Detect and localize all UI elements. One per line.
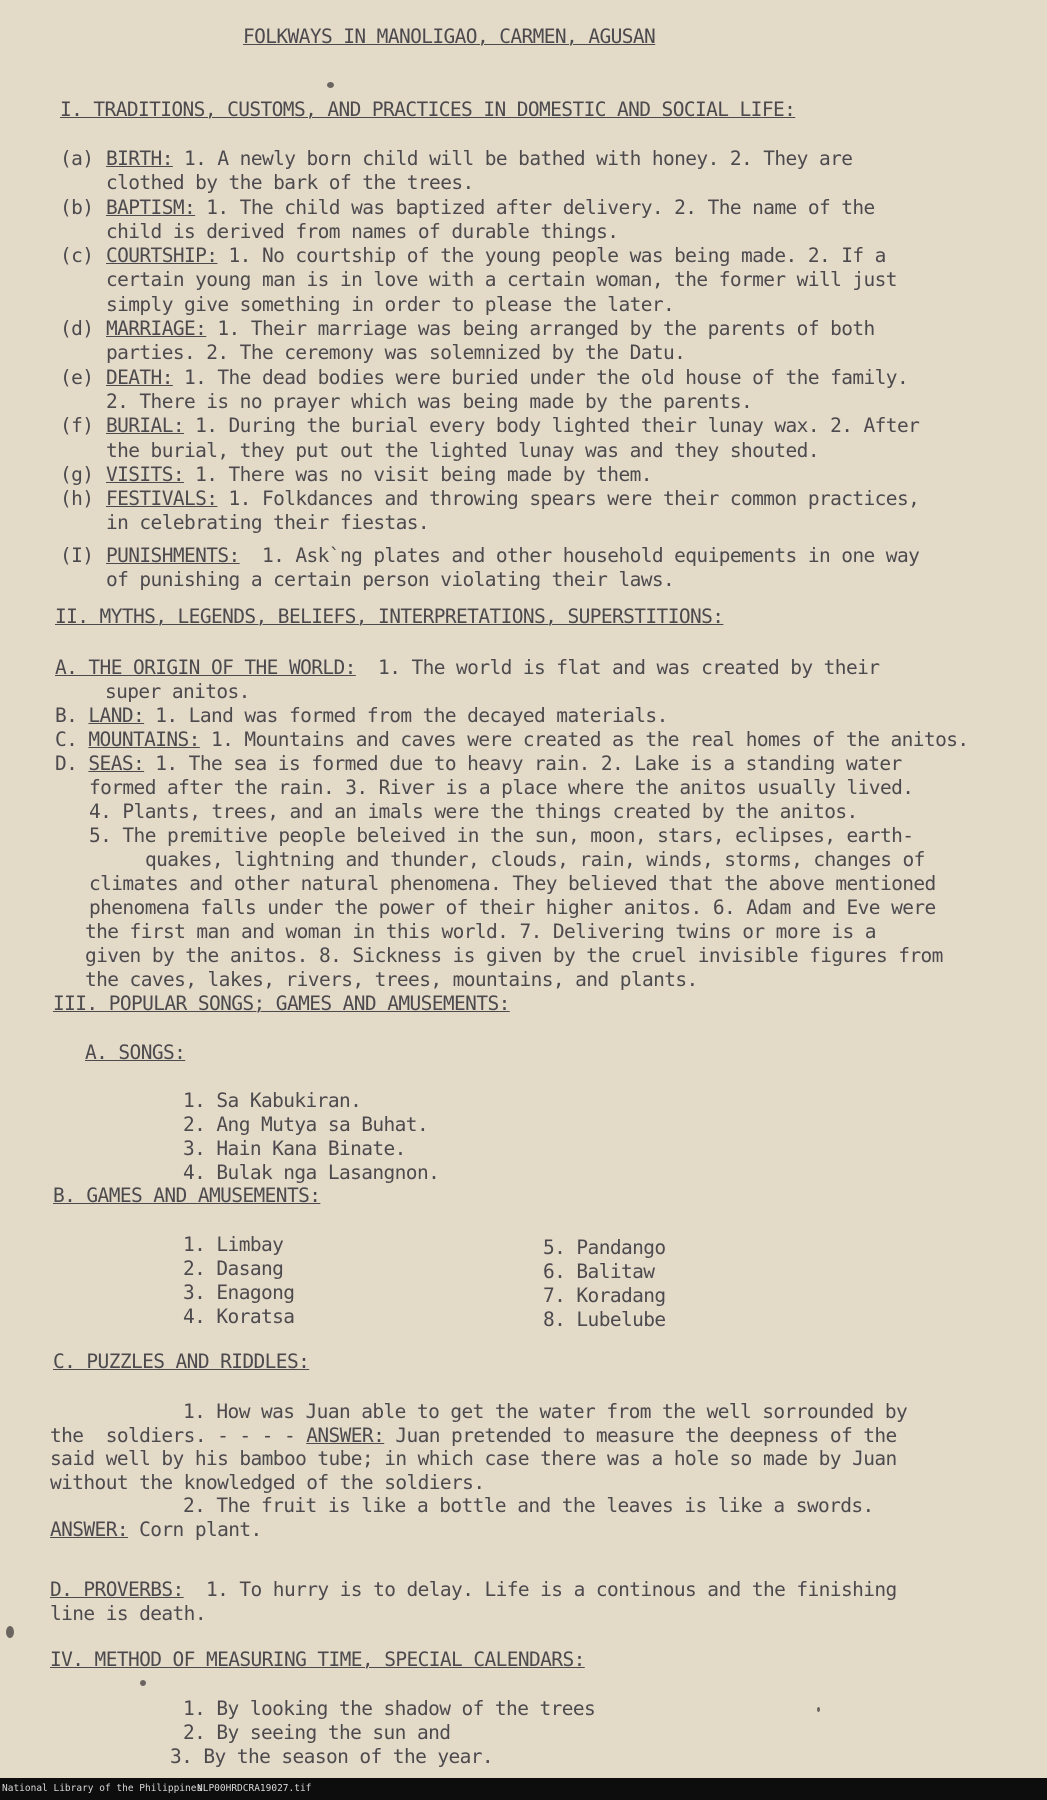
list-item-courtship: (c) COURTSHIP: 1. No courtship of the young people was being made. 2. If a certain young man is in love with a certain woman, the former will just simply give something in order to please the later. xyxy=(60,244,897,316)
song-item: 2. Ang Mutya sa Buhat. xyxy=(183,1113,429,1136)
section-1-list xyxy=(60,147,919,592)
list-item-visits: (g) VISITS: 1. There was no visit being made by them. xyxy=(60,462,652,486)
game-item: 2. Dasang xyxy=(183,1257,284,1280)
game-item: 3. Enagong xyxy=(183,1281,295,1304)
land-item: B. LAND: 1. Land was formed from the decayed materials. xyxy=(55,704,668,727)
time-method-item: 2. By seeing the sun and xyxy=(183,1721,451,1744)
item-key: FESTIVALS: xyxy=(106,487,218,511)
item-key: BIRTH: xyxy=(106,147,173,170)
game-item: 8. Lubelube xyxy=(543,1308,666,1331)
item-key: MARRIAGE: xyxy=(106,317,207,341)
puzzles-body: 1. How was Juan able to get the water from the well sorrounded by the soldiers. - - - - ANSWER: Juan pretended to measure the deepness of the said well by his bamboo tube; in which case there was a hole so made by Juan without the knowledged of the soldiers. 2. The fruit is like a bottle and the leaves is like a swords. ANSWER: Corn plant. xyxy=(50,1400,908,1541)
games-heading: B. GAMES AND AMUSEMENTS: xyxy=(53,1184,321,1207)
game-item: 1. Limbay xyxy=(183,1233,284,1256)
time-method-item: 1. By looking the shadow of the trees xyxy=(183,1697,596,1720)
scan-footer xyxy=(0,1778,1047,1800)
puzzles-heading: C. PUZZLES AND RIDDLES: xyxy=(53,1350,310,1373)
section-4-heading: IV. METHOD OF MEASURING TIME, SPECIAL CALENDARS: xyxy=(50,1648,585,1671)
list-item-death: (e) DEATH: 1. The dead bodies were buried under the old house of the family. 2. There is no prayer which was being made by the parents. xyxy=(60,365,909,413)
game-item: 7. Koradang xyxy=(543,1284,666,1307)
list-item-birth: (a) BIRTH: 1. A newly born child will be bathed with honey. 2. They are clothed by the bark of the trees. xyxy=(60,147,853,195)
section-2-body: A. THE ORIGIN OF THE WORLD: 1. The world is flat and was created by their super anitos. B. LAND: 1. Land was formed from the decayed materials. C. MOUNTAINS: 1. Mountains and caves were created as the real homes of the anitos. D. SEAS: 1. The sea is formed due to heavy rain. 2. Lake is a standing water formed after the rain. 3. River is a place where the anitos usually lived. 4. Plants, trees, and an imals were the things created by the anitos. 5. The premitive people beleived in the sun, moon, stars, eclipses, earth- quakes, lightning and thunder, clouds, rain, winds, storms, changes of climates and other natural phenomena. They believed that the above mentioned phenomena falls under the power of their higher anitos. 6. Adam and Eve were the first man and woman in this world. 7. Delivering twins or more is a given by the anitos. 8. Sickness is given by the cruel invisible figures from the caves, lakes, rivers, trees, mountains, and plants. xyxy=(55,656,969,991)
ink-speck xyxy=(817,1707,820,1712)
answer-label: ANSWER: xyxy=(50,1517,128,1541)
game-item: 4. Koratsa xyxy=(183,1305,295,1328)
list-item-baptism: (b) BAPTISM: 1. The child was baptized after delivery. 2. The name of the child is derived from names of durable things. xyxy=(60,195,875,243)
answer-label: ANSWER: xyxy=(306,1423,385,1447)
list-item-festivals: (h) FESTIVALS: 1. Folkdances and throwing spears were their common practices, in celebrating their fiestas. xyxy=(60,487,920,535)
origin-of-world: A. THE ORIGIN OF THE WORLD: 1. The world is flat and was created by their xyxy=(55,656,880,679)
section-1-heading: I. TRADITIONS, CUSTOMS, AND PRACTICES IN DOMESTIC AND SOCIAL LIFE: xyxy=(60,98,796,121)
songs-heading: A. SONGS: xyxy=(85,1041,186,1064)
item-key: DEATH: xyxy=(106,365,173,389)
item-key: BURIAL: xyxy=(106,414,184,438)
seas-item: D. SEAS: 1. The sea is formed due to heavy rain. 2. Lake is a standing water xyxy=(55,752,902,775)
ink-speck xyxy=(327,82,334,88)
list-item-punishments: (I) PUNISHMENTS: 1. Ask`ng plates and other household equipements in one way of punishing a certain person violating their laws. xyxy=(60,543,920,592)
item-key: BAPTISM: xyxy=(106,195,196,219)
list-item-marriage: (d) MARRIAGE: 1. Their marriage was being arranged by the parents of both parties. 2. The ceremony was solemnized by the Datu. xyxy=(60,317,875,365)
item-key: VISITS: xyxy=(106,462,184,486)
section-3-heading: III. POPULAR SONGS; GAMES AND AMUSEMENTS: xyxy=(53,992,510,1015)
song-item: 4. Bulak nga Lasangnon. xyxy=(183,1161,440,1184)
item-key: COURTSHIP: xyxy=(106,244,218,268)
list-item-burial: (f) BURIAL: 1. During the burial every body lighted their lunay wax. 2. After the burial, they put out the lighted lunay was and they shouted. xyxy=(60,414,920,462)
document-title: FOLKWAYS IN MANOLIGAO, CARMEN, AGUSAN xyxy=(243,25,656,48)
mountains-item: C. MOUNTAINS: 1. Mountains and caves were created as the real homes of the anitos. xyxy=(55,728,969,751)
game-item: 5. Pandango xyxy=(543,1236,666,1259)
library-credit: National Library of the Philippines xyxy=(2,1783,203,1794)
game-item: 6. Balitaw xyxy=(543,1260,655,1283)
time-method-item: 3. By the season of the year. xyxy=(170,1745,494,1768)
ink-speck xyxy=(6,1626,14,1638)
file-name: NLP00HRDCRA19027.tif xyxy=(197,1783,312,1794)
proverbs: D. PROVERBS: 1. To hurry is to delay. Life is a continous and the finishing line is death. xyxy=(50,1578,897,1625)
item-key: PUNISHMENTS: xyxy=(106,543,240,567)
song-item: 3. Hain Kana Binate. xyxy=(183,1137,406,1160)
song-item: 1. Sa Kabukiran. xyxy=(183,1089,362,1112)
section-2-heading: II. MYTHS, LEGENDS, BELIEFS, INTERPRETATIONS, SUPERSTITIONS: xyxy=(55,605,724,628)
ink-speck xyxy=(140,1680,146,1686)
